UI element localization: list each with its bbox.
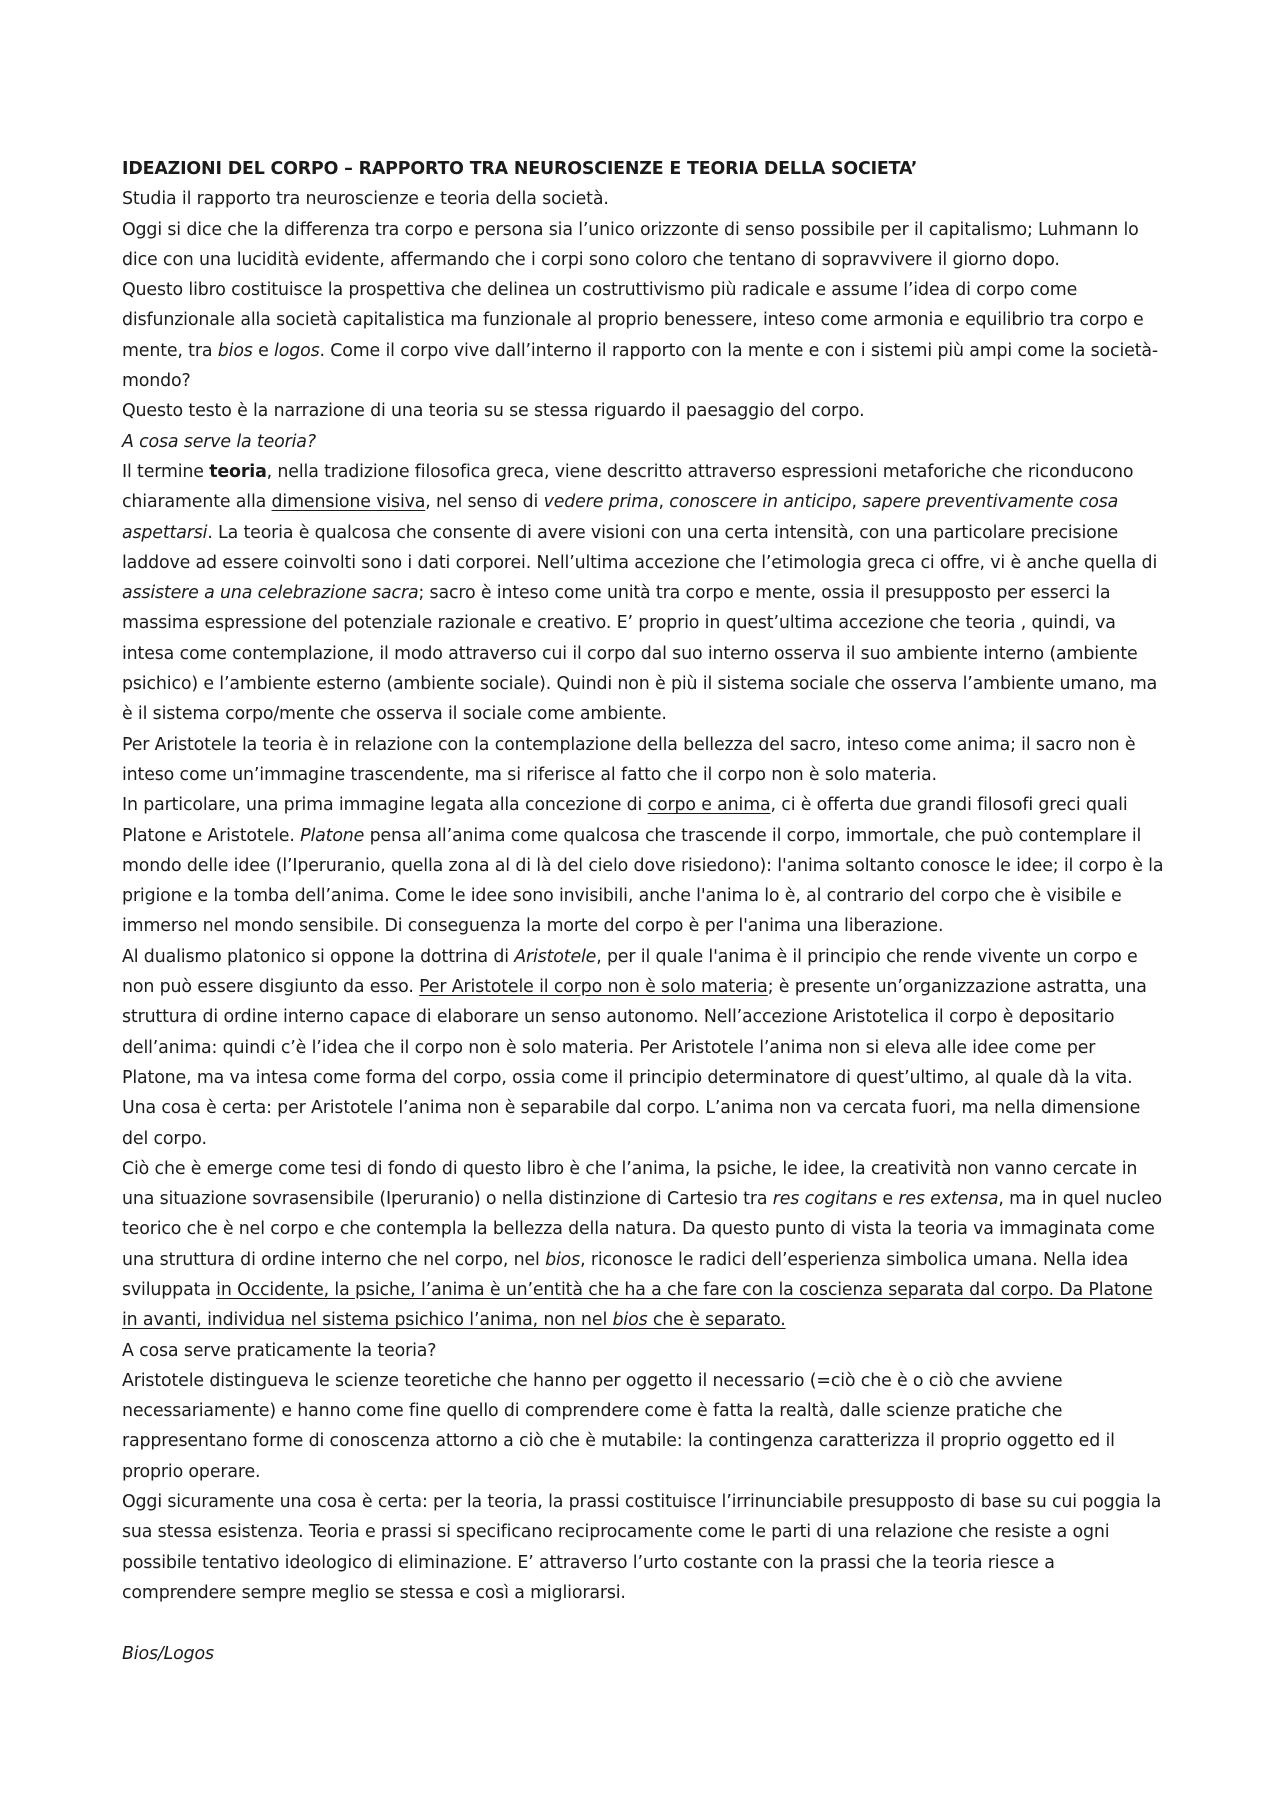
- text-run: e: [252, 340, 275, 361]
- text-run: ; sacro è inteso come unità tra corpo e mente, ossia il presupposto per esserci la massima espressione del potenziale razionale e creativo. E’ proprio in quest’ultima accezione che teoria , quindi, va intesa come contemplazione, il modo attraverso cui il corpo dal suo interno osserva il suo ambiente interno (ambiente psichico) e l’ambiente esterno (ambiente sociale). Quindi non è più il sistema sociale che osserva l’ambiente umano, ma è il sistema corpo/mente che osserva il sociale come ambiente.: [122, 583, 1158, 725]
- section-question-theory: [122, 427, 1167, 457]
- paragraph-book-perspective: [122, 275, 1167, 396]
- paragraph-scienze: Aristotele distingueva le scienze teoretiche che hanno per oggetto il necessario (=ciò che è o ciò che avviene necessariamente) e hanno come fine quello di comprendere come è fatta la realtà, dalle scienze pratiche che rappresentano forme di conoscenza attorno a ciò che è mutabile: la contingenza caratterizza il proprio oggetto ed il proprio operare.: [122, 1370, 1115, 1482]
- section-question-practice: A cosa serve praticamente la teoria?: [122, 1340, 437, 1361]
- paragraph-intro: Studia il rapporto tra neuroscienze e teoria della società.: [122, 189, 609, 210]
- blank-line: [122, 1608, 1167, 1638]
- italic-term-logos: logos: [274, 340, 320, 361]
- paragraph-theory-term: [122, 457, 1167, 730]
- text-run: , nella tradizione filosofica greca, viene descritto attraverso espressioni metaforiche che riconducono chiaramente alla: [122, 461, 1134, 513]
- text-run: ; è presente un’organizzazione astratta, una struttura di ordine interno capace di elaborare un senso autonomo. Nell’accezione Aristotelica il corpo è depositario dell’anima: quindi c’è l’idea che il corpo non è solo materia. Per Aristotele l’anima non si eleva alle idee come per Platone, ma va intesa come forma del corpo, ossia come il principio determinatore di quest’ultimo, al quale dà la vita. Una cosa è certa: per Aristotele l’anima non è separabile dal corpo. L’anima non va cercata fuori, ma nella dimensione del corpo.: [122, 977, 1147, 1149]
- text-run: che è separato.: [647, 1310, 786, 1331]
- italic-aristotele: Aristotele: [514, 946, 597, 967]
- text-run: , ma in quel nucleo teorico che è nel corpo e che contempla la bellezza della natura. Da questo punto di vista la teoria va immaginata come una struttura di ordine interno che nel corpo, nel: [122, 1189, 1162, 1270]
- text-run: . La teoria è qualcosa che consente di avere visioni con una certa intensità, con una particolare precisione laddove ad essere coinvolti sono i dati corporei. Nell’ultima accezione che l’etimologia greca ci offre, vi è anche quella di: [122, 522, 1158, 573]
- italic-assistere: assistere a una celebrazione sacra: [122, 583, 419, 604]
- italic-bios: bios: [612, 1310, 648, 1331]
- text-run: ,: [851, 492, 863, 513]
- document-body: [122, 154, 1167, 1669]
- paragraph-luhmann: Oggi si dice che la differenza tra corpo e persona sia l’unico orizzonte di senso possibile per il capitalismo; Luhmann lo dice con una lucidità evidente, affermando che i corpi sono coloro che tentano di sopravvivere il giorno dopo.: [122, 219, 1139, 270]
- text-run: in Occidente, la psiche, l’anima è un’entità che ha a che fare con la coscienza separata dal corpo. Da Platone in avanti, individua nel sistema psichico l’anima, non nel: [122, 1279, 1153, 1331]
- text-run: , nel senso di: [425, 492, 544, 513]
- underlined-corpo-e-anima: corpo e anima: [647, 795, 771, 816]
- italic-conoscere: conoscere in anticipo: [669, 492, 852, 513]
- italic-vedere-prima: vedere prima: [543, 492, 659, 513]
- section-heading-bios-logos: [122, 1639, 1167, 1669]
- underlined-dimensione-visiva: dimensione visiva: [271, 492, 426, 513]
- text-run: , riconosce le radici dell’esperienza simbolica umana. Nella idea sviluppata: [122, 1249, 1129, 1300]
- document-title: IDEAZIONI DEL CORPO – RAPPORTO TRA NEUROSCIENZE E TEORIA DELLA SOCIETA’: [122, 159, 918, 179]
- paragraph-tesi: [122, 1154, 1167, 1336]
- text-run: Ciò che è emerge come tesi di fondo di questo libro è che l’anima, la psiche, le idee, la creatività non vanno cercate in una situazione sovrasensibile (Iperuranio) o nella distinzione di Cartesio tra: [122, 1158, 1138, 1210]
- italic-platone: Platone: [300, 825, 365, 846]
- text-run: e: [877, 1189, 899, 1210]
- text-run: . Come il corpo vive dall’interno il rapporto con la mente e con i sistemi più ampi come la società-mondo?: [122, 340, 1158, 392]
- paragraph-dualismo: [122, 942, 1167, 1154]
- text-run: , per il quale l'anima è il principio che rende vivente un corpo e non può essere disgiunto da esso.: [122, 946, 1138, 998]
- text-run: , ci è offerta due grandi filosofi greci quali Platone e Aristotele.: [122, 795, 1128, 846]
- text-run: Questo libro costituisce la prospettiva che delinea un costruttivismo più radicale e assume l’idea di corpo come disfunzionale alla società capitalistica ma funzionale al proprio benessere, inteso come armonia e equilibrio tra corpo e mente, tra: [122, 280, 1144, 361]
- italic-heading: Bios/Logos: [122, 1643, 214, 1664]
- italic-question: A cosa serve la teoria?: [122, 431, 316, 452]
- bold-term-teoria: teoria: [209, 461, 267, 482]
- paragraph-corpo-anima: [122, 790, 1167, 941]
- underlined-occidente: [122, 1280, 1153, 1330]
- text-run: ,: [658, 492, 670, 513]
- text-run: In particolare, una prima immagine legata alla concezione di: [122, 795, 648, 816]
- text-run: Al dualismo platonico si oppone la dottrina di: [122, 946, 515, 967]
- italic-res-cogitans: res cogitans: [772, 1189, 878, 1210]
- paragraph-narration: Questo testo è la narrazione di una teoria su se stessa riguardo il paesaggio del corpo.: [122, 401, 865, 422]
- underlined-per-aristotele: Per Aristotele il corpo non è solo materia: [419, 977, 768, 998]
- italic-term-bios: bios: [217, 340, 253, 361]
- italic-bios: bios: [545, 1249, 581, 1270]
- paragraph-prassi: Oggi sicuramente una cosa è certa: per la teoria, la prassi costituisce l’irrinunciabile presupposto di base su cui poggia la sua stessa esistenza. Teoria e prassi si specificano reciprocamente come le parti di una relazione che resiste a ogni possibile tentativo ideologico di eliminazione. E’ attraverso l’urto costante con la prassi che la teoria riesce a comprendere sempre meglio se stessa e così a migliorarsi.: [122, 1492, 1162, 1603]
- italic-res-extensa: res extensa: [898, 1189, 999, 1210]
- text-run: pensa all’anima come qualcosa che trascende il corpo, immortale, che può contemplare il mondo delle idee (l’Iperuranio, quella zona al di là del cielo dove risiedono): l'anima soltanto conosce le idee; il corpo è la prigione e la tomba dell’anima. Come le idee sono invisibili, anche l'anima lo è, al contrario del corpo che è visibile e immerso nel mondo sensibile. Di conseguenza la morte del corpo è per l'anima una liberazione.: [122, 825, 1164, 937]
- italic-sapere: sapere preventivamente cosa aspettarsi: [122, 492, 1119, 543]
- paragraph-aristotele-sacro: Per Aristotele la teoria è in relazione con la contemplazione della bellezza del sacro, inteso come anima; il sacro non è inteso come un’immagine trascendente, ma si riferisce al fatto che il corpo non è solo materia.: [122, 734, 1136, 785]
- text-run: Il termine: [122, 461, 210, 482]
